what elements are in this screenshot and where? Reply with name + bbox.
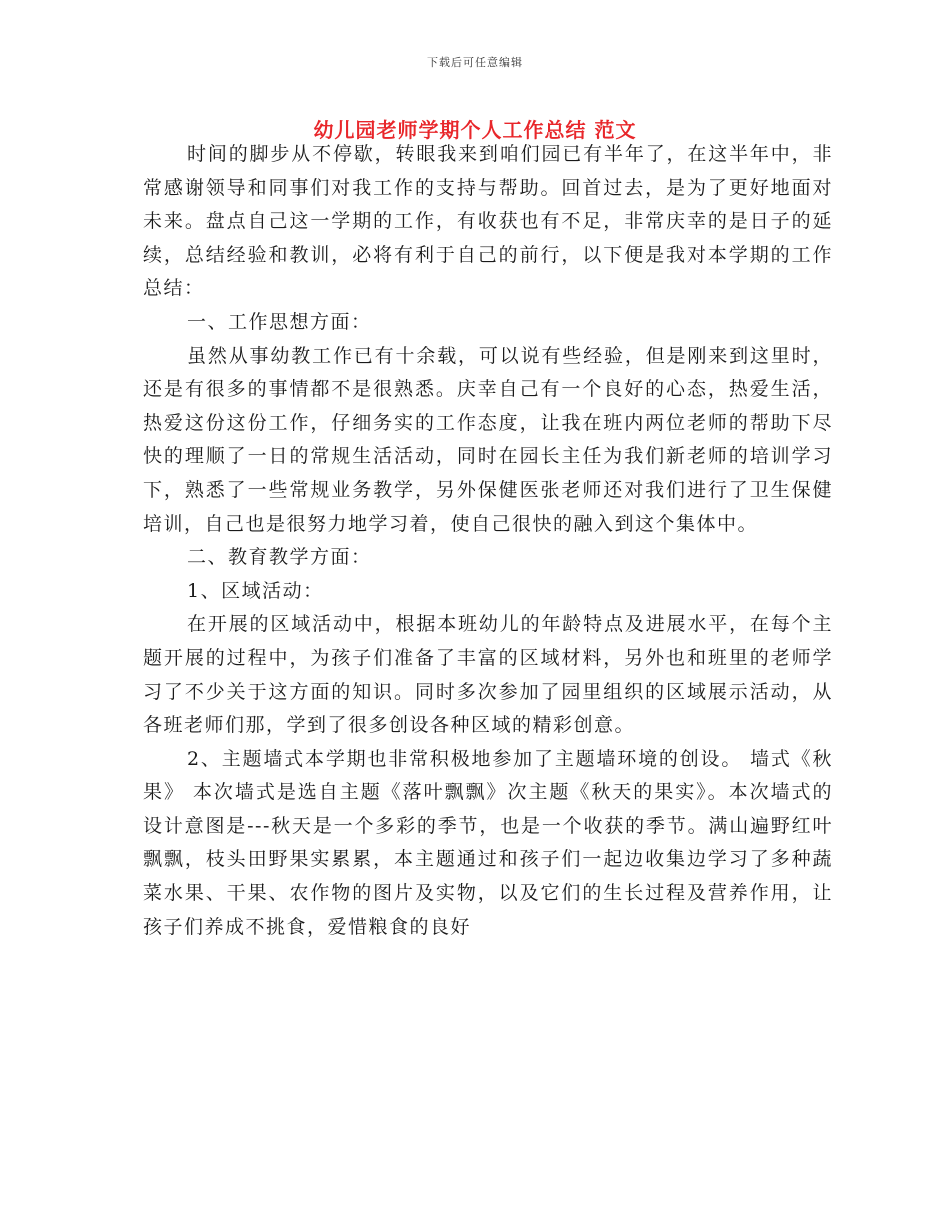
paragraph-area-activity: 在开展的区域活动中，根据本班幼儿的年龄特点及进展水平，在每个主题开展的过程中，为孩子们准备了丰富的区域材料，另外也和班里的老师学习了不少关于这方面的知识。同时多次参加了园里组织的区域展示活动，从各班老师们那，学到了很多创设各种区域的精彩创意。 [143,613,833,737]
document-title: 幼儿园老师学期个人工作总结 范文 [313,118,637,142]
subheading-area-activity: 1、区域活动： [187,579,324,602]
section-heading-work-thought: 一、工作思想方面： [187,310,372,333]
paragraph-intro: 时间的脚步从不停歇，转眼我来到咱们园已有半年了，在这半年中，非常感谢领导和同事们对我工作的支持与帮助。回首过去，是为了更好地面对未来。盘点自己这一学期的工作，有收获也有不足，非常庆幸的是日子的延续，总结经验和教训，必将有利于自己的前行，以下便是我对本学期的工作总结： [143,143,833,300]
section-heading-teaching: 二、教育教学方面： [187,546,372,569]
paragraph-work-thought: 虽然从事幼教工作已有十余载，可以说有些经验，但是刚来到这里时，还是有很多的事情都不是很熟悉。庆幸自己有一个良好的心态，热爱生活，热爱这份这份工作，仔细务实的工作态度，让我在班内两位老师的帮助下尽快的理顺了一日的常规生活活动，同时在园长主任为我们新老师的培训学习下，熟悉了一些常规业务教学，另外保健医张老师还对我们进行了卫生保健培训，自己也是很努力地学习着，使自己很快的融入到这个集体中。 [143,344,833,535]
document-body [143,138,833,944]
paragraph-theme-wall: 2、主题墙式本学期也非常积极地参加了主题墙环境的创设。 墙式《秋果》 本次墙式是选自主题《落叶飘飘》次主题《秋天的果实》。本次墙式的设计意图是---秋天是一个多彩的季节，也是一个收获的季节。满山遍野红叶飘飘，枝头田野果实累累，本主题通过和孩子们一起边收集边学习了多种蔬菜水果、干果、农作物的图片及实物，以及它们的生长过程及营养作用，让孩子们养成不挑食，爱惜粮食的良好 [143,747,833,938]
page-header-note: 下载后可任意编辑 [427,56,523,69]
